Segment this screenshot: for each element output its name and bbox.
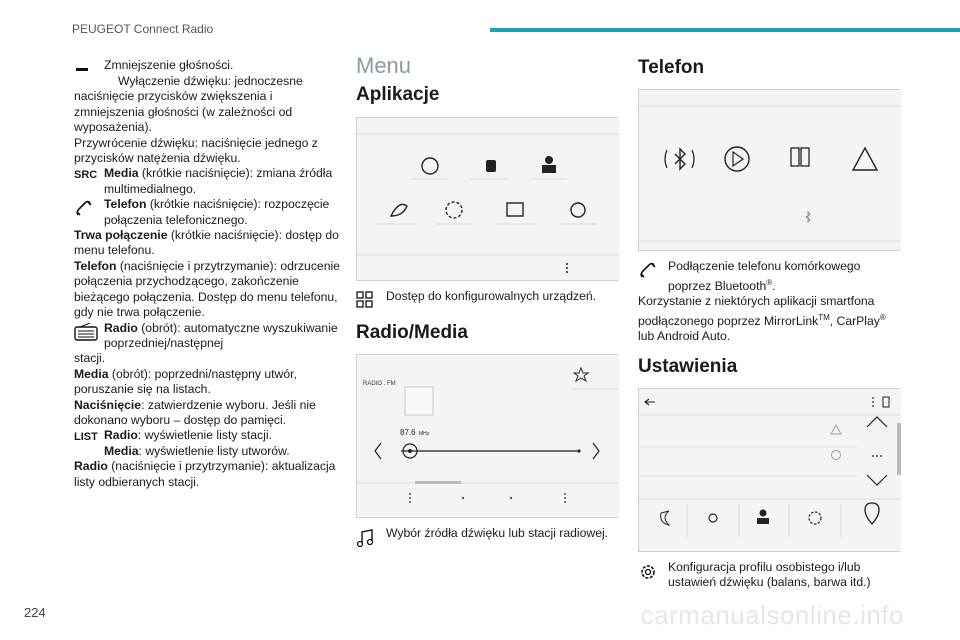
phone-handset-icon bbox=[74, 197, 104, 217]
music-note-icon bbox=[356, 526, 386, 548]
call-bold: Trwa połączenie bbox=[74, 228, 168, 243]
phone-caption-1-end: . bbox=[772, 278, 776, 293]
media-text: (obrót): poprzedni/następny utwór, poruszanie się na listach. bbox=[74, 366, 297, 397]
phone-caption-1: Podłączenie telefonu komórkowego poprzez Bluetooth bbox=[668, 259, 861, 293]
settings-title: Ustawienia bbox=[638, 355, 738, 377]
radio-text-2: stacji. bbox=[74, 351, 106, 366]
watermark: carmanualsonline.info bbox=[640, 600, 904, 630]
phone-caption-2-reg: ® bbox=[879, 312, 886, 322]
vol-minus-desc: Wyłączenie dźwięku: jednoczesne naciśnięcie przycisków zwiększenia i zmniejszenia głośności (w zależności od wyposażenia). bbox=[74, 74, 303, 135]
tel-long-text: (naciśnięcie i przytrzymanie): odrzucenie połączenia przychodzącego, zakończenie bieżącego połączenia. Dostęp do menu telefonu, gdy nie trwa połączenie. bbox=[74, 258, 340, 320]
phone-caption-2a: Korzystanie z niektórych aplikacji smartfona podłączonego poprzez MirrorLink bbox=[638, 294, 875, 328]
tel-long-bold: Telefon bbox=[74, 258, 117, 273]
radio-long-text: (naciśnięcie i przytrzymanie): aktualizacja listy odbieranych stacji. bbox=[74, 459, 336, 489]
apps-title: Aplikacje bbox=[356, 84, 440, 106]
column-phone-settings bbox=[638, 58, 900, 591]
radio-bold: Radio bbox=[104, 320, 138, 335]
settings-more-icon[interactable] bbox=[872, 397, 874, 407]
list-icon: LIST bbox=[74, 431, 98, 444]
ellipsis-icon bbox=[872, 455, 882, 457]
src-text: (krótkie naciśnięcie): zmiana źródła multimedialnego. bbox=[104, 166, 333, 196]
settings-caption: Konfiguracja profilu osobistego i/lub ustawień dźwięku (balans, barwa itd.) bbox=[668, 559, 871, 590]
phone-handset-icon bbox=[638, 259, 668, 279]
settings-caption-row bbox=[638, 560, 900, 591]
header-accent-bar bbox=[490, 28, 960, 32]
radio-caption: Wybór źródła dźwięku lub stacji radiowej. bbox=[386, 526, 609, 541]
radio-text: (obrót): automatyczne wyszukiwanie poprzedniej/następnej bbox=[104, 320, 338, 350]
radio-long-bold: Radio bbox=[74, 459, 108, 474]
phone-caption-1-sup: ® bbox=[766, 277, 773, 287]
vol-minus-line1: Zmniejszenie głośności. bbox=[104, 58, 234, 72]
phone-caption-2c: lub Android Auto. bbox=[638, 329, 731, 344]
apps-screen bbox=[356, 117, 618, 281]
vol-minus-entry bbox=[74, 58, 344, 74]
list-bold1: Radio bbox=[104, 428, 138, 443]
minus-icon bbox=[74, 58, 104, 74]
page-number: 224 bbox=[24, 605, 46, 620]
station-artwork bbox=[405, 387, 433, 415]
src-entry bbox=[74, 166, 344, 197]
call-text: (krótkie naciśnięcie): dostęp do menu telefonu. bbox=[74, 228, 339, 258]
apps-caption: Dostęp do konfigurowalnych urządzeń. bbox=[386, 288, 597, 303]
phone-caption-row bbox=[638, 259, 900, 294]
tel-text: (krótkie naciśnięcie): rozpoczęcie połączenia telefonicznego. bbox=[104, 197, 330, 227]
frequency-unit: MHz bbox=[419, 431, 430, 438]
frequency-readout: 87.6 bbox=[400, 428, 416, 438]
settings-screen bbox=[638, 388, 900, 552]
media-bold: Media bbox=[74, 366, 109, 381]
phone-title: Telefon bbox=[638, 57, 705, 78]
phone-screen bbox=[638, 89, 900, 251]
radio-screen bbox=[356, 354, 618, 518]
column-menu bbox=[356, 53, 618, 548]
settings-scrollbar[interactable] bbox=[897, 423, 901, 475]
list-text2: : wyświetlenie listy utworów. bbox=[138, 443, 290, 458]
phone-caption-2b: , CarPlay bbox=[829, 313, 880, 328]
radio-icon bbox=[74, 321, 104, 341]
column-controls bbox=[74, 58, 344, 490]
phone-caption-2-tm: TM bbox=[818, 312, 830, 322]
page-header: PEUGEOT Connect Radio bbox=[72, 22, 214, 36]
radio-band-label: RADIO . FM bbox=[363, 381, 396, 388]
list-entry bbox=[74, 428, 344, 459]
src-icon: SRC bbox=[74, 169, 98, 182]
tel-entry bbox=[74, 197, 344, 228]
settings-gear-icon bbox=[638, 560, 668, 582]
radio-media-title: Radio/Media bbox=[356, 321, 468, 343]
apps-more-icon[interactable] bbox=[566, 263, 568, 273]
radio-caption-row bbox=[356, 526, 618, 548]
radio-tab-indicator bbox=[415, 481, 461, 484]
apps-caption-row bbox=[356, 289, 618, 309]
list-bold2: Media bbox=[104, 443, 139, 458]
press-bold: Naciśnięcie bbox=[74, 397, 142, 412]
list-text1: : wyświetlenie listy stacji. bbox=[137, 428, 272, 443]
grid-icon bbox=[356, 289, 386, 309]
radio-entry bbox=[74, 321, 344, 352]
tel-bold: Telefon bbox=[104, 197, 147, 212]
menu-title: Menu bbox=[356, 53, 412, 78]
press-text: : zatwierdzenie wyboru. Jeśli nie dokonano wyboru – dostęp do pamięci. bbox=[74, 397, 316, 427]
vol-restore-desc: Przywrócenie dźwięku: naciśnięcie jednego z przycisków natężenia dźwięku. bbox=[74, 135, 318, 166]
src-bold: Media bbox=[104, 166, 139, 181]
